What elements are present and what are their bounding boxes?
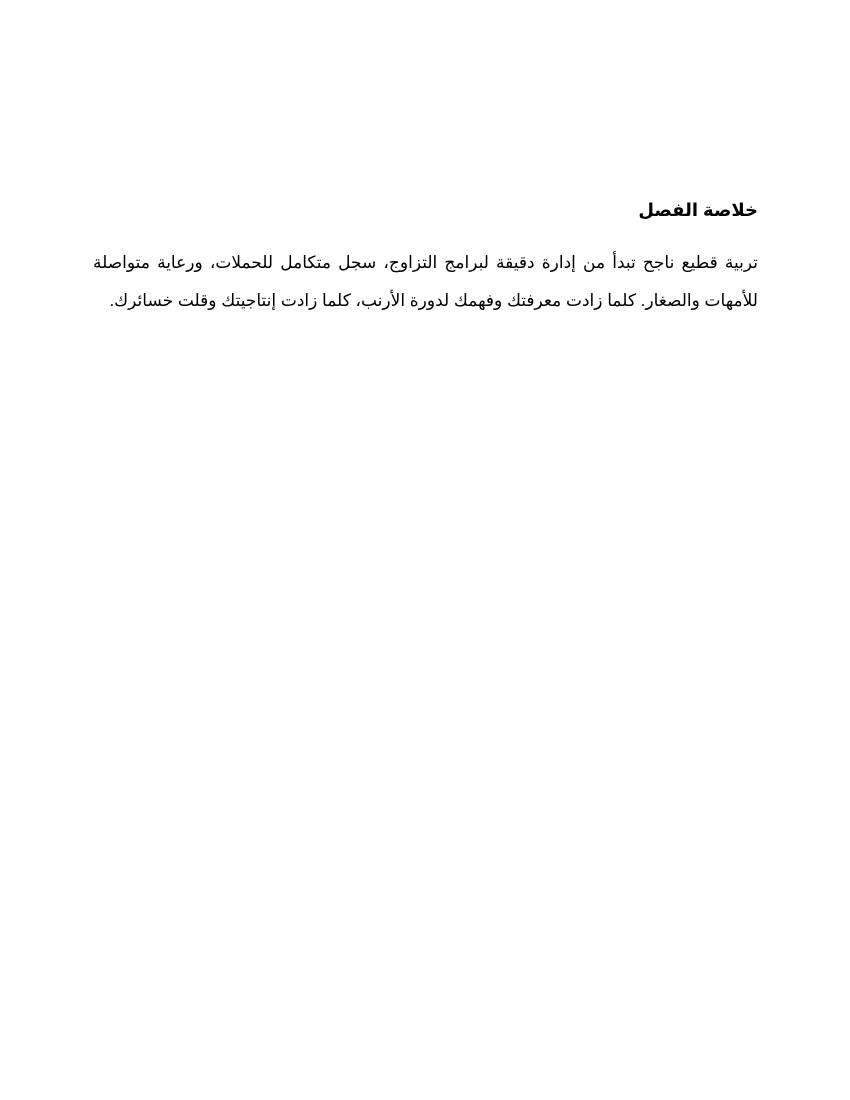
summary-paragraph: تربية قطيع ناجح تبدأ من إدارة دقيقة لبرامج التزاوج، سجل متكامل للحملات، ورعاية متواصلة للأمهات والصغار. كلما زادت معرفتك وفهمك لدورة الأرنب، كلما زادت إنتاجيتك وقلت خسائرك. bbox=[93, 253, 758, 310]
section-heading: خلاصة الفصل bbox=[638, 200, 758, 220]
chapter-summary-section bbox=[93, 196, 758, 320]
